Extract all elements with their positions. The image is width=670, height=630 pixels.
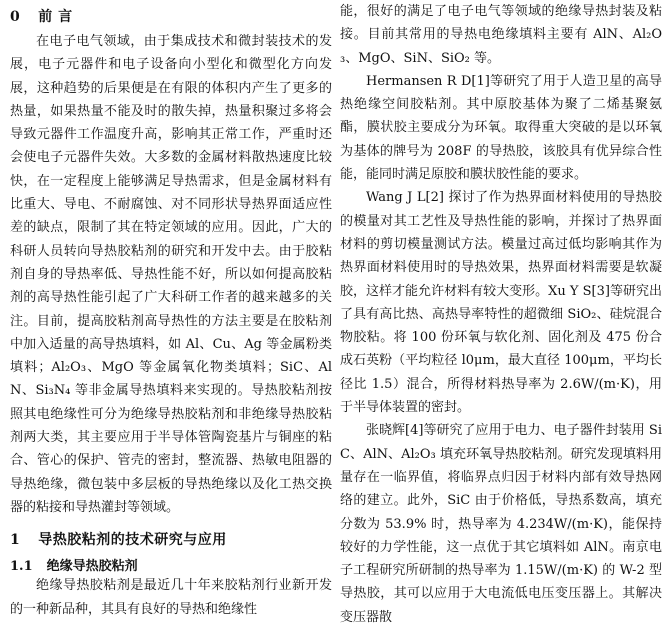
continuation-paragraph: 能，很好的满足了电子电气等领域的绝缘导热封装及粘接。目前其常用的导热电绝缘填料主要有 AlN、Al₂O₃、MgO、SiN、SiO₂ 等。 xyxy=(340,4,662,66)
intro-heading-number: 0 xyxy=(10,9,21,25)
wang-paragraph: Wang J L[2] 探讨了作为热界面材料使用的导热胶的模量对其工艺性及导热性能的影响，并探讨了热界面材料的剪切模量测试方法。模量过高过低均影响其作为热界面材料使用时的导热效果，热界面材料需要是软凝胶，这样才能允许材料有较大变形。Xu Y S[3]等研究出了具有高比热、高热导率特性的超微细 SiO₂、硅烷混合物胶粘。将 100 份环氧与软化剂、固化剂及 475 份合成石英粉（平均粒径 l0μm，最大直径 100μm，平均长径比 1.5）混合，所得材料热导率为 2.6W/(m·K)，用于半导体装置的密封。 xyxy=(340,190,662,416)
intro-heading xyxy=(10,0,332,26)
left-column xyxy=(10,0,332,621)
section-1-heading xyxy=(10,529,332,549)
intro-heading-title: 前 言 xyxy=(38,9,73,25)
section-1-title: 导热胶粘剂的技术研究与应用 xyxy=(38,532,227,549)
hermansen-paragraph: Hermansen R D[1]等研究了用于人造卫星的高导热绝缘空间胶粘剂。其中原胶基体为聚了二烯基聚氨酯，膜状胶主要成分为环氧。取得重大突破的是以环氧为基体的牌号为 208F 的导热胶，该胶具有优异综合性能，能同时满足原胶和膜状胶性能的要求。 xyxy=(340,73,662,183)
subsection-1-1-paragraph: 绝缘导热胶粘剂是最近几十年来胶粘剂行业新开发的一种新品种，其具有良好的导热和绝缘性 xyxy=(10,578,332,617)
subsection-1-1-number: 1.1 xyxy=(10,559,33,575)
section-1-number: 1 xyxy=(10,532,21,549)
subsection-1-1-title: 绝缘导热胶粘剂 xyxy=(46,559,138,575)
right-column xyxy=(340,0,662,629)
subsection-1-1-heading xyxy=(10,555,332,574)
zhang-paragraph: 张晓辉[4]等研究了应用于电力、电子器件封装用 SiC、AlN、Al₂O₃ 填充环氧导热胶粘剂。研究发现填料用量存在一临界值，将临界点归因于材料内部有效导热网络的建立。此外，SiC 由于价格低，导热系数高，填充分数为 53.9% 时，热导率为 4.234W/(m·K)，能保持较好的力学性能，这一点优于其它填料如 AlN。南京电子工程研究所研制的热导率为 1.15W/(m·K) 的 W-2 型导热胶，其可以应用于大电流低电压变压器上。其解决变压器散 xyxy=(340,423,662,625)
intro-paragraph: 在电子电气领域，由于集成技术和微封装技术的发展，电子元器件和电子设备向小型化和微型化方向发展，这种趋势的后果便是在有限的体积内产生了更多的热量，如果热量不能及时的散失掉，热量积聚过多将会导致元器件工作温度升高，影响其正常工作，严重时还会使电子元器件失效。大多数的金属材料散热速度比较快，在一定程度上能够满足导热需求，但是金属材料有比重大、导电、不耐腐蚀、对不同形状导热界面适应性差的缺点，限制了其在特定领域的应用。因此，广大的科研人员转向导热胶粘剂的研究和开发中去。由于胶粘剂自身的导热率低、导热性能不好，所以如何提高胶粘剂的高导热性能引起了广大科研工作者的越来越多的关注。目前，提高胶粘剂高导热性的方法主要是在胶粘剂中加入适量的高导热填料，如 Al、Cu、Ag 等金属粉类填料；Al₂O₃、MgO 等金属氧化物类填料；SiC、AlN、Si₃N₄ 等非金属导热填料来实现的。导热胶粘剂按照其电绝缘性可分为绝缘导热胶粘剂和非绝缘导热胶粘剂两大类，其主要应用于半导体管陶瓷基片与铜座的粘合、管心的保护、管壳的密封，整流器、热敏电阻器的导热绝缘，微包装中多层板的导热绝缘以及化工热交换器的粘接和导热灌封等领域。 xyxy=(10,34,332,515)
